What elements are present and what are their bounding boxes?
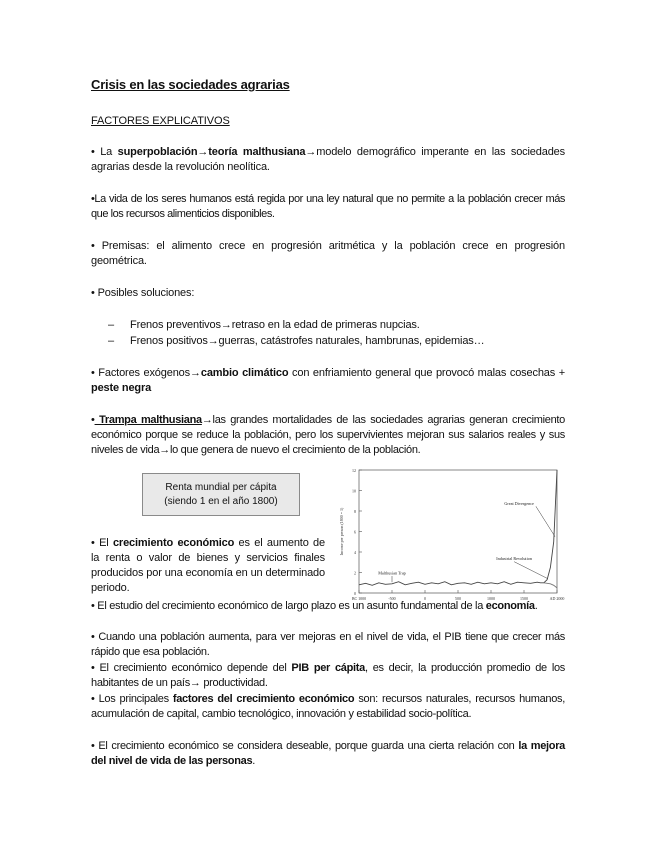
annotation-arrow <box>536 506 555 536</box>
chart-caption-box <box>142 473 300 516</box>
list-item: – Frenos positivos→guerras, catástrofes naturales, hambrunas, epidemias… <box>108 335 485 347</box>
bullet-poblacion-pib: • Cuando una población aumenta, para ver mejoras en el nivel de vida, el PIB tiene que crecer más rápido que esa población. <box>91 631 565 658</box>
bullet-factores-crecimiento: • Los principales factores del crecimiento económico son: recursos naturales, recursos humanos, acumulación de capital, cambio tecnológico, innovación y estabilidad socio-política. <box>91 693 565 720</box>
x-tick-label: BC 1000 <box>351 596 367 601</box>
y-tick-label: 8 <box>354 509 356 514</box>
paragraph-superpoblacion: • La superpoblación→teoría malthusiana→modelo demográfico imperante en las sociedades agrarias desde la revolución neolítica. <box>91 146 565 173</box>
x-tick-label: 0 <box>424 596 426 601</box>
bullet-crecimiento-definicion: • El crecimiento económico es el aumento de la renta o valor de bienes y servicios finales producidos por una economía en un determinado periodo. <box>91 537 325 594</box>
y-tick-label: 12 <box>352 468 356 473</box>
y-axis-label: Income per person (1800 = 1) <box>339 507 344 556</box>
paragraph-premisas: • Premisas: el alimento crece en progresión aritmética y la población crece en progresión geométrica. <box>91 240 565 267</box>
caption-line: (siendo 1 en el año 1800) <box>164 496 278 507</box>
x-tick-label: AD 2000 <box>549 596 565 601</box>
paragraph-factores-exogenos: • Factores exógenos→cambio climático con enfriamiento general que provocó malas cosechas + peste negra <box>91 367 565 394</box>
bullet-pib-per-capita: • El crecimiento económico depende del PIB per cápita, es decir, la producción promedio de los habitantes de un país→ productividad. <box>91 662 565 689</box>
paragraph-ley-natural: •La vida de los seres humanos está regida por una ley natural que no permite a la población crecer más que los recursos alimenticios disponibles. <box>91 193 565 220</box>
x-tick-label: -500 <box>388 596 396 601</box>
bullet-deseable: • El crecimiento económico se considera deseable, porque guarda una cierta relación con la mejora del nivel de vida de las personas. <box>91 740 565 767</box>
x-tick-label: 1500 <box>520 596 528 601</box>
y-tick-label: 2 <box>354 570 356 576</box>
list-item: – Frenos preventivos→retraso en la edad de primeras nupcias. <box>108 319 420 331</box>
y-tick-label: 10 <box>352 488 356 494</box>
x-tick-label: 500 <box>455 596 461 601</box>
chart-annotation: Malthusian Trap <box>378 570 406 576</box>
income-chart <box>333 465 565 605</box>
caption-line: Renta mundial per cápita <box>165 482 277 493</box>
annotation-arrow <box>514 562 548 579</box>
paragraph-soluciones: • Posibles soluciones: <box>91 287 195 299</box>
y-tick-label: 4 <box>354 550 356 555</box>
chart-annotation: Great Divergence <box>504 500 534 506</box>
x-tick-label: 1000 <box>487 596 495 601</box>
document-title: Crisis en las sociedades agrarias <box>91 77 290 92</box>
y-tick-label: 6 <box>354 529 356 535</box>
series-line-1 <box>359 470 557 585</box>
section-heading: FACTORES EXPLICATIVOS <box>91 115 230 127</box>
y-tick-label: 0 <box>354 591 356 596</box>
chart-annotation: Industrial Revolution <box>496 556 532 562</box>
series-line-2 <box>544 583 557 588</box>
paragraph-trampa-malthusiana: • Trampa malthusiana→las grandes mortalidades de las sociedades agrarias generan crecimiento económico porque se reduce la población, pero los supervivientes mejoran sus salarios reales y sus niveles de vida→lo que genera de nuevo el crecimiento de la población. <box>91 414 565 456</box>
bullet-estudio-largo-plazo: • El estudio del crecimiento económico de largo plazo es un asunto fundamental de la economía. <box>91 600 538 612</box>
